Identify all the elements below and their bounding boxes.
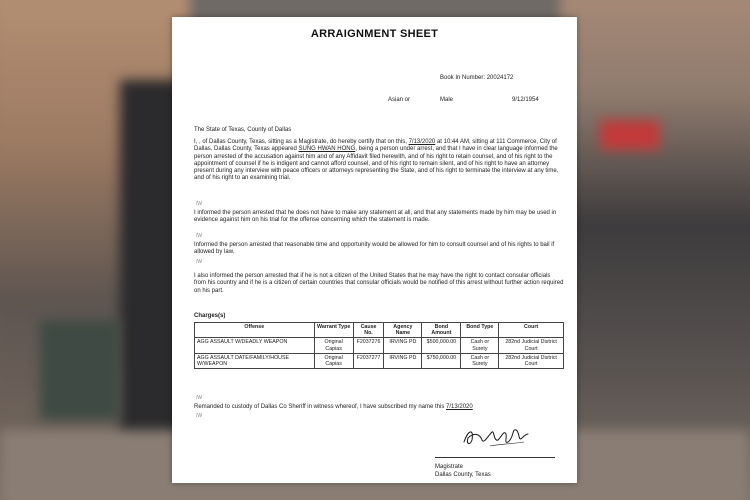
bond-amount-cell: $500,000.00	[422, 338, 461, 353]
column-header: Cause No.	[353, 323, 384, 338]
date-of-birth: 9/12/1954	[512, 97, 539, 103]
initial-mark: /W	[196, 201, 203, 207]
column-header: Offense	[195, 323, 315, 338]
cause-number-cell: F2037277	[353, 353, 384, 368]
column-header: Court	[499, 323, 564, 338]
magistrate-signature	[460, 422, 530, 452]
initial-mark: /W	[196, 413, 203, 419]
appearance-date: 7/13/2020	[408, 139, 436, 145]
document-title: ARRAIGNMENT SHEET	[310, 28, 439, 40]
agency-cell: IRVING PD	[384, 338, 422, 353]
statement-warning-paragraph: I informed the person arrested that he does not have to make any statement at all, and that any statements made by him may be used in evidence against him on his trial for the offense concerning which the statement is made.	[194, 210, 557, 224]
booking-number-row	[440, 75, 513, 82]
booking-label: Book In Number:	[440, 75, 486, 81]
initial-mark: /W	[196, 395, 203, 401]
race: Asian or	[388, 97, 411, 103]
venue-line: The State of Texas, County of Dallas	[194, 127, 292, 133]
consular-notice-paragraph: I also informed the person arrested that if he is not a citizen of the United States that he may have the right to contact consular officials from his country and if he is a citizen of certain countries that consular officials would be notified of this arrest without further action required on his part.	[194, 273, 564, 294]
court-cell: 282nd Judicial District Court	[499, 353, 564, 368]
bond-type-cell: Cash or Surety	[461, 353, 499, 368]
warrant-type-cell: Original Capias	[314, 338, 353, 353]
remand-date: 7/13/2020	[446, 404, 473, 410]
magistrate-certification-paragraph: I, , of Dallas County, Texas, sitting as a Magistrate, do hereby certify that on this, 7/13/2020 at 10:44 AM, sitting at 111 Commerce, City of Dallas, Dallas County, Texas appeared SUNG HWAN HONG, being a person under arrest, and that I have in clear language informed the person arrested of the accusation against him and of any Affidavit filed herewith, and of his right to retain counsel, and of his right to the appointment of counsel if he is indigent and cannot afford counsel, and of his right to remain silent, and of his right to have an attorney present during any interview with peace officers or attorneys representing the State, and of his right to terminate the interview at any time, and of his right to an examining trial.	[194, 139, 559, 182]
bond-type-cell: Cash or Surety	[461, 338, 499, 353]
agency-cell: IRVING PD	[384, 353, 422, 368]
offense-cell: AGG ASSAULT DATE/FAMILY/HOUSE W/WEAPON	[195, 353, 315, 368]
counsel-bail-paragraph: Informed the person arrested that reasonable time and opportunity would be allowed for him to consult counsel and of his rights to bail if allowed by law.	[194, 242, 555, 256]
table-row	[195, 353, 564, 368]
magistrate-county: Dallas County, Texas	[435, 472, 491, 478]
column-header: Bond Amount	[422, 323, 461, 338]
arraignment-sheet-page	[172, 17, 577, 483]
charges-label: Charges(s)	[194, 313, 226, 319]
warrant-type-cell: Original Capias	[314, 353, 353, 368]
remand-line: Remanded to custody of Dallas Co Sheriff in witness whereof, I have subscribed my name this 7/13/2020	[194, 404, 473, 410]
bond-amount-cell: $750,000.00	[422, 353, 461, 368]
magistrate-title: Magistrate	[435, 464, 464, 470]
column-header: Warrant Type	[314, 323, 353, 338]
initial-mark: /W	[196, 259, 203, 265]
table-row	[195, 338, 564, 353]
charges-header-row	[195, 323, 564, 338]
booking-number: 20024172	[486, 75, 514, 81]
signature-line	[435, 457, 555, 458]
column-header: Agency Name	[384, 323, 422, 338]
sex: Male	[440, 97, 454, 103]
initial-mark: /W	[196, 233, 203, 239]
court-cell: 282nd Judicial District Court	[499, 338, 564, 353]
charges-table	[194, 322, 564, 369]
offense-cell: AGG ASSAULT W/DEADLY WEAPON	[195, 338, 315, 353]
defendant-name: SUNG HWAN HONG	[298, 146, 356, 153]
cause-number-cell: F2037276	[353, 338, 384, 353]
column-header: Bond Type	[461, 323, 499, 338]
